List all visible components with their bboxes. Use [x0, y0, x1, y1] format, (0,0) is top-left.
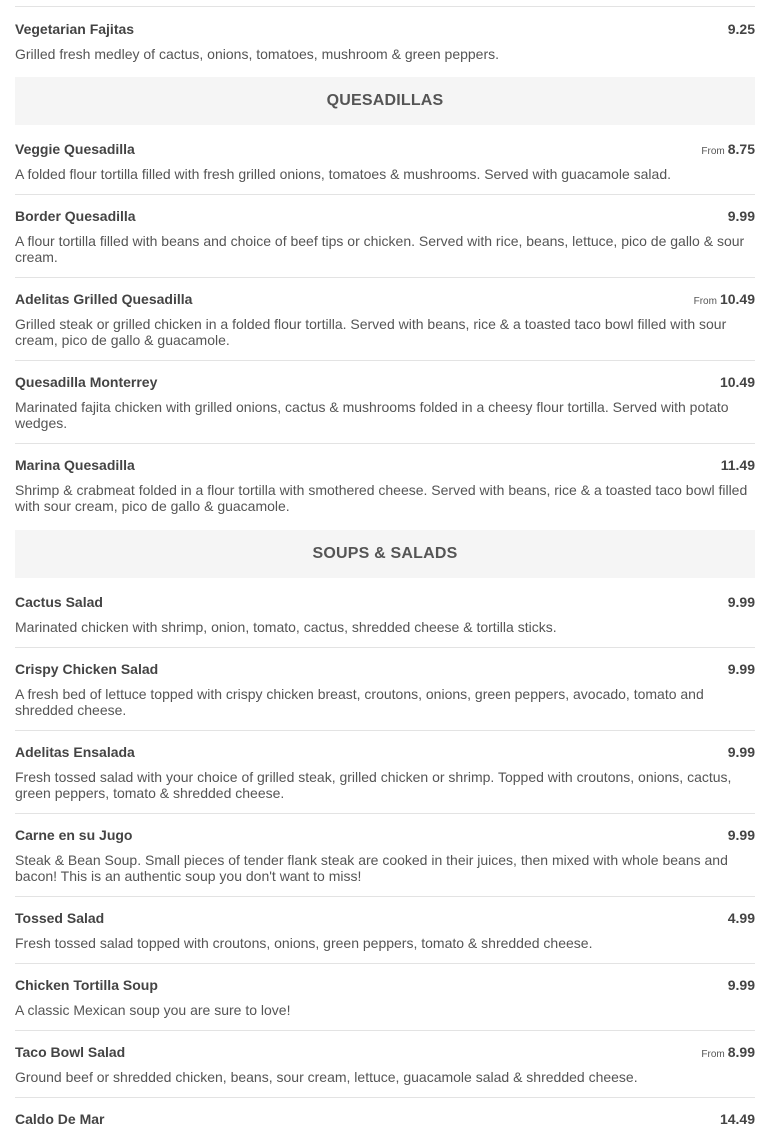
item-description: A classic Mexican soup you are sure to love!: [15, 1002, 291, 1018]
item-price: [694, 290, 755, 311]
item-description: Marinated fajita chicken with grilled onions, cactus & mushrooms folded in a cheesy flour tortilla. Served with potato wedges.: [15, 399, 729, 431]
price-from-label: From: [701, 146, 725, 157]
item-description: Grilled fresh medley of cactus, onions, tomatoes, mushroom & green peppers.: [15, 46, 500, 62]
section-header-quesadillas: QUESADILLAS: [15, 77, 755, 125]
item-price: [725, 660, 755, 681]
menu-item[interactable]: [15, 814, 755, 897]
price-value: 14.49: [719, 1111, 755, 1127]
item-name: Veggie Quesadilla: [15, 141, 135, 157]
item-name: Quesadilla Monterrey: [15, 374, 158, 390]
item-name: Caldo De Mar: [15, 1111, 105, 1127]
item-name: Taco Bowl Salad: [15, 1044, 126, 1060]
item-description: Ground beef or shredded chicken, beans, sour cream, lettuce, guacamole salad & shredded cheese.: [15, 1069, 638, 1085]
item-name: Tossed Salad: [15, 910, 105, 926]
price-value: 9.99: [727, 661, 755, 677]
item-price: [717, 1110, 755, 1131]
item-description: A fresh bed of lettuce topped with crispy chicken breast, croutons, onions, green peppers, avocado, tomato and shredded cheese.: [15, 686, 704, 718]
price-value: 9.99: [727, 827, 755, 843]
item-name: Vegetarian Fajitas: [15, 21, 135, 37]
price-value: 4.99: [727, 910, 755, 926]
item-price: [701, 1043, 755, 1064]
price-value: 9.25: [727, 21, 755, 37]
price-value: 9.99: [727, 594, 755, 610]
item-price: [717, 373, 755, 394]
item-description: Fresh tossed salad with your choice of grilled steak, grilled chicken or shrimp. Topped with croutons, onions, cactus, green peppers, tomato & shredded cheese.: [15, 769, 732, 801]
menu-item[interactable]: [15, 1098, 755, 1131]
item-price: [725, 593, 755, 614]
item-description: Marinated chicken with shrimp, onion, tomato, cactus, shredded cheese & tortilla sticks.: [15, 619, 557, 635]
menu-item[interactable]: [15, 7, 755, 77]
item-name: Cactus Salad: [15, 594, 103, 610]
item-name: Carne en su Jugo: [15, 827, 133, 843]
item-description: Grilled steak or grilled chicken in a folded flour tortilla. Served with beans, rice & a toasted taco bowl filled with sour cream, pico de gallo & guacamole.: [15, 316, 727, 348]
price-value: 11.49: [720, 457, 755, 473]
price-from-label: From: [693, 296, 717, 307]
item-price: [725, 207, 755, 228]
menu-item[interactable]: [15, 648, 755, 731]
item-price: [725, 20, 755, 41]
item-price: [725, 743, 755, 764]
item-name: Adelitas Grilled Quesadilla: [15, 291, 193, 307]
item-price: [725, 976, 755, 997]
menu-item[interactable]: [15, 964, 755, 1031]
item-description: Shrimp & crabmeat folded in a flour tortilla with smothered cheese. Served with beans, rice & a toasted taco bowl filled with sour cream, pico de gallo & guacamole.: [15, 482, 748, 514]
menu-item[interactable]: [15, 195, 755, 278]
menu-item[interactable]: [15, 278, 755, 361]
menu-item[interactable]: [15, 731, 755, 814]
menu-item[interactable]: [15, 361, 755, 444]
item-name: Border Quesadilla: [15, 208, 136, 224]
item-name: Marina Quesadilla: [15, 457, 135, 473]
item-price: [725, 826, 755, 847]
price-value: 9.99: [727, 744, 755, 760]
section-header-soups-salads: SOUPS & SALADS: [15, 530, 755, 578]
menu-item[interactable]: [15, 444, 755, 530]
item-description: Steak & Bean Soup. Small pieces of tender flank steak are cooked in their juices, then mixed with whole beans and bacon! This is an authentic soup you don't want to miss!: [15, 852, 728, 884]
item-price: [718, 456, 755, 477]
menu-item[interactable]: [15, 125, 755, 195]
price-value: 10.49: [719, 291, 755, 307]
item-description: A flour tortilla filled with beans and choice of beef tips or chicken. Served with rice, beans, lettuce, pico de gallo & sour cream.: [15, 233, 745, 265]
price-value: 9.99: [727, 977, 755, 993]
item-name: Chicken Tortilla Soup: [15, 977, 158, 993]
menu: [15, 6, 755, 1131]
item-description: A folded flour tortilla filled with fresh grilled onions, tomatoes & mushrooms. Served with guacamole salad.: [15, 166, 671, 182]
item-description: Fresh tossed salad topped with croutons, onions, green peppers, tomato & shredded cheese.: [15, 935, 593, 951]
item-name: Crispy Chicken Salad: [15, 661, 159, 677]
menu-item[interactable]: [15, 897, 755, 964]
menu-item[interactable]: [15, 1031, 755, 1098]
price-value: 9.99: [727, 208, 755, 224]
menu-item[interactable]: [15, 578, 755, 648]
item-price: [725, 909, 755, 930]
price-value: 8.75: [727, 141, 755, 157]
item-name: Adelitas Ensalada: [15, 744, 135, 760]
price-from-label: From: [701, 1049, 725, 1060]
price-value: 10.49: [719, 374, 755, 390]
price-value: 8.99: [727, 1044, 755, 1060]
item-price: [701, 140, 755, 161]
